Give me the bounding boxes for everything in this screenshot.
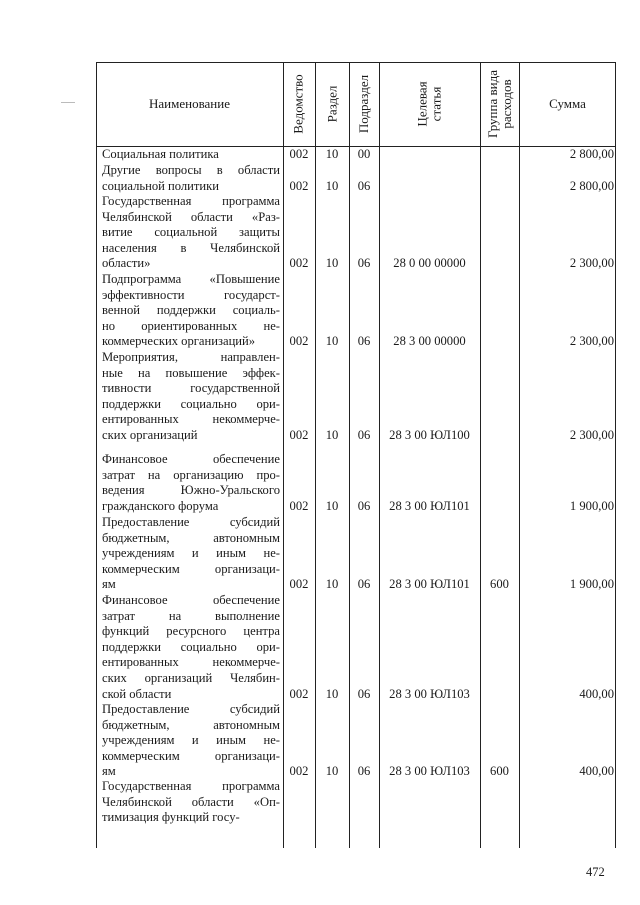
row-name-word: про- — [256, 467, 280, 482]
row-sum: 400,00 — [579, 764, 614, 779]
row-name-line — [102, 452, 280, 468]
row-group: 600 — [490, 577, 509, 592]
row-name-word: некоммерче- — [212, 412, 280, 427]
row-subsection: 06 — [357, 334, 371, 349]
row-name-line: тимизация функций госу- — [102, 810, 240, 825]
row-name — [102, 350, 280, 444]
row-dept: 002 — [289, 577, 309, 592]
row-name — [102, 515, 280, 593]
row-name-word: некоммерче- — [212, 655, 280, 670]
row-name-word: в — [216, 163, 223, 177]
row-name-line: гражданского форума — [102, 498, 219, 513]
header-subsection — [349, 62, 379, 146]
row-name-word: субсидий — [229, 515, 280, 529]
row-name-line: социальной политики — [102, 178, 220, 193]
row-section: 10 — [325, 498, 339, 513]
row-sum: 400,00 — [579, 686, 614, 701]
row-name-word: субсидий — [229, 702, 280, 716]
header-subsection-label: Подраздел — [356, 74, 372, 134]
row-dept: 002 — [289, 178, 309, 193]
row-section: 10 — [325, 686, 339, 701]
row-name-word: «Раз- — [251, 209, 280, 224]
row-section: 10 — [325, 334, 339, 349]
row-dept: 002 — [289, 686, 309, 701]
row-name-word: и — [191, 733, 199, 748]
row-section: 10 — [325, 428, 339, 442]
row-dept: 002 — [289, 498, 309, 513]
row-name-line — [102, 468, 280, 484]
row-name-line — [102, 163, 280, 179]
row-name-word: поддержки — [102, 396, 161, 411]
header-dept — [283, 62, 315, 146]
row-name-line — [102, 303, 280, 319]
row-group: 600 — [490, 764, 509, 779]
row-name-line: области» — [102, 256, 151, 271]
row-name — [102, 163, 280, 194]
row-target: 28 3 00 ЮЛ103 — [389, 686, 470, 701]
row-name-word: бюджетным, — [102, 717, 170, 732]
row-name — [102, 593, 280, 702]
row-name-word: автономным — [213, 530, 280, 545]
row-sum: 2 300,00 — [569, 256, 614, 271]
row-name-word: Предоставление — [102, 702, 190, 716]
row-subsection: 06 — [357, 256, 371, 271]
row-name-word: Мероприятия, — [102, 350, 178, 364]
row-sum: 1 900,00 — [569, 577, 614, 592]
row-name-word: организацию — [173, 467, 244, 482]
row-name — [102, 452, 280, 514]
page-number: 472 — [586, 865, 605, 879]
row-name-word: организаци- — [214, 748, 280, 763]
row-target: 28 3 00 ЮЛ101 — [389, 577, 470, 592]
row-name-line — [102, 381, 280, 397]
row-name-line — [102, 779, 280, 795]
row-sum: 2 300,00 — [569, 334, 614, 349]
header-group-line: Группа вида — [484, 70, 500, 138]
row-name-word: области — [190, 209, 233, 224]
row-dept: 002 — [289, 764, 309, 779]
row-name-word: на — [168, 608, 182, 623]
row-name-word: Предоставление — [102, 515, 190, 529]
row-name-word: бюджетным, — [102, 530, 170, 545]
row-name-word: «Повышение — [209, 272, 280, 286]
row-name-word: коммерческим — [102, 748, 180, 763]
row-name-word: иным — [216, 546, 247, 561]
row-name-word: но — [102, 318, 116, 333]
row-name-word: «Оп- — [253, 794, 280, 809]
row-name-line: ям — [102, 764, 116, 779]
row-name-line: Социальная политика — [102, 147, 219, 161]
header-group-label — [486, 70, 514, 138]
row-name-word: Челябин- — [230, 670, 280, 685]
row-target: 28 3 00 ЮЛ101 — [389, 498, 470, 513]
row-name-line — [102, 593, 280, 609]
row-name-line — [102, 194, 280, 210]
row-name — [102, 702, 280, 780]
row-name-word: не- — [263, 546, 280, 561]
row-name-word: государст- — [224, 287, 280, 302]
row-name-word: венной — [102, 303, 140, 318]
row-name — [102, 147, 280, 163]
row-name-word: не- — [263, 733, 280, 748]
row-name-word: ори- — [256, 396, 280, 411]
row-name-word: вопросы — [155, 163, 202, 177]
header-target-label — [415, 81, 443, 126]
row-subsection: 06 — [357, 764, 371, 779]
row-name-line — [102, 350, 280, 366]
row-name-word: Подпрограмма — [102, 272, 182, 286]
row-name-line — [102, 562, 280, 578]
column-divider — [480, 62, 481, 848]
row-name-word: коммерческим — [102, 561, 180, 576]
row-name-word: в — [180, 240, 187, 255]
row-name-line — [102, 718, 280, 734]
row-name-line — [102, 640, 280, 656]
row-name-word: на — [137, 365, 151, 380]
row-section: 10 — [325, 577, 339, 592]
row-subsection: 06 — [357, 428, 371, 442]
row-name-word: ентированных — [102, 412, 179, 427]
header-target-line: статья — [428, 86, 444, 122]
row-name-line — [102, 749, 280, 765]
header-group — [480, 62, 519, 146]
row-name-word: эффективности — [102, 287, 185, 302]
row-name-word: организаций — [144, 670, 213, 685]
row-name-word: автономным — [213, 717, 280, 732]
row-name-word: на — [147, 467, 161, 482]
row-name-line — [102, 795, 280, 811]
row-name-word: и — [191, 546, 199, 561]
row-name-word: социаль- — [232, 303, 280, 318]
header-name-label: Наименование — [149, 96, 230, 111]
row-dept: 002 — [289, 147, 309, 161]
row-section: 10 — [325, 178, 339, 193]
row-section: 10 — [325, 256, 339, 271]
header-sum-label: Сумма — [549, 96, 586, 111]
row-name-word: социальной — [154, 225, 218, 240]
row-name-word: организаци- — [214, 561, 280, 576]
row-name-word: тивности — [102, 381, 152, 396]
row-name — [102, 272, 280, 350]
row-name-word: ентированных — [102, 655, 179, 670]
row-name-word: государственной — [190, 381, 280, 396]
row-name-word: Государственная — [102, 779, 192, 793]
row-name-line: ям — [102, 577, 116, 592]
row-name-word: ведения — [102, 483, 145, 498]
row-name-word: выполнение — [215, 608, 280, 623]
row-name-line — [102, 366, 280, 382]
row-name-word: функций — [102, 624, 150, 639]
row-name-word: витие — [102, 225, 133, 240]
row-name-word: Финансовое — [102, 593, 168, 607]
row-name-word: центра — [243, 624, 280, 639]
row-name-line — [102, 412, 280, 428]
row-name-line — [102, 733, 280, 749]
row-name-word: не- — [263, 318, 280, 333]
row-name-word: программа — [222, 779, 280, 793]
row-name-word: области — [237, 163, 280, 177]
header-group-line: расходов — [498, 79, 514, 129]
row-sum: 2 800,00 — [569, 178, 614, 193]
row-name-word: Государственная — [102, 194, 192, 208]
row-subsection: 00 — [357, 147, 371, 161]
row-target: 28 3 00 ЮЛ100 — [389, 428, 470, 442]
row-name-line — [102, 702, 280, 718]
row-name-line — [102, 515, 280, 531]
row-name-word: затрат — [102, 608, 135, 623]
row-name-line: коммерческих организаций» — [102, 334, 256, 349]
column-divider — [379, 62, 380, 848]
row-name-line — [102, 609, 280, 625]
row-name — [102, 779, 280, 826]
row-name-word: иным — [216, 733, 247, 748]
row-name-word: ные — [102, 365, 123, 380]
row-name-line — [102, 288, 280, 304]
row-name-word: эффек- — [242, 365, 280, 380]
row-name-line — [102, 483, 280, 499]
row-name-word: повышение — [165, 365, 228, 380]
header-name — [96, 62, 283, 146]
row-name-word: области — [191, 794, 234, 809]
row-dept: 002 — [289, 256, 309, 271]
row-name-line — [102, 624, 280, 640]
row-name-word: защиты — [239, 225, 280, 240]
row-sum: 2 300,00 — [569, 428, 614, 442]
row-name-word: социально — [180, 639, 237, 654]
row-name-line — [102, 319, 280, 335]
row-name-word: программа — [222, 194, 280, 208]
row-name-word: обеспечение — [212, 593, 280, 607]
row-subsection: 06 — [357, 498, 371, 513]
row-name-word: ских — [102, 670, 127, 685]
row-dept: 002 — [289, 334, 309, 349]
row-name-line — [102, 397, 280, 413]
header-section-label: Раздел — [324, 85, 339, 123]
row-name-word: поддержки — [156, 303, 216, 318]
row-name-word: Челябинской — [102, 209, 172, 224]
row-target: 28 3 00 ЮЛ103 — [389, 764, 470, 779]
row-name-line — [102, 546, 280, 562]
row-section: 10 — [325, 147, 339, 161]
row-sum: 2 800,00 — [569, 147, 614, 161]
row-name-word: социально — [180, 396, 237, 411]
row-target: 28 3 00 00000 — [393, 334, 466, 349]
header-target — [379, 62, 480, 146]
row-name-line — [102, 655, 280, 671]
row-name-line: ских организаций — [102, 427, 198, 442]
row-name-word: Челябинской — [210, 240, 280, 255]
row-name-word: Другие — [102, 163, 141, 177]
row-name-line — [102, 531, 280, 547]
header-target-line: Целевая — [414, 81, 430, 127]
row-name-line — [102, 272, 280, 288]
row-section: 10 — [325, 764, 339, 779]
row-name-word: обеспечение — [212, 452, 280, 466]
header-dept-label: Ведомство — [291, 74, 306, 134]
row-dept: 002 — [289, 428, 309, 442]
row-name-word: ресурсного — [166, 624, 227, 639]
row-name-word: ори- — [256, 639, 280, 654]
row-subsection: 06 — [357, 686, 371, 701]
row-sum: 1 900,00 — [569, 498, 614, 513]
row-name-word: направлен- — [220, 350, 280, 364]
row-name-word: учреждениям — [102, 733, 175, 748]
row-name-word: учреждениям — [102, 546, 175, 561]
row-name-word: ориентированных — [141, 318, 238, 333]
row-subsection: 06 — [357, 577, 371, 592]
header-section — [315, 62, 349, 146]
row-target: 28 0 00 00000 — [393, 256, 466, 271]
row-name-line — [102, 671, 280, 687]
row-name-line — [102, 225, 280, 241]
row-subsection: 06 — [357, 178, 371, 193]
row-name-line — [102, 210, 280, 226]
scan-artifact — [61, 102, 75, 103]
row-name-line — [102, 241, 280, 257]
row-name-word: Южно-Уральского — [180, 483, 280, 498]
row-name-word: населения — [102, 240, 157, 255]
row-name-line: ской области — [102, 686, 172, 701]
row-name-word: поддержки — [102, 639, 161, 654]
header-sum — [519, 62, 616, 146]
row-name-word: Финансовое — [102, 452, 168, 466]
row-name-word: Челябинской — [102, 794, 172, 809]
row-name — [102, 194, 280, 272]
row-name-word: затрат — [102, 467, 135, 482]
